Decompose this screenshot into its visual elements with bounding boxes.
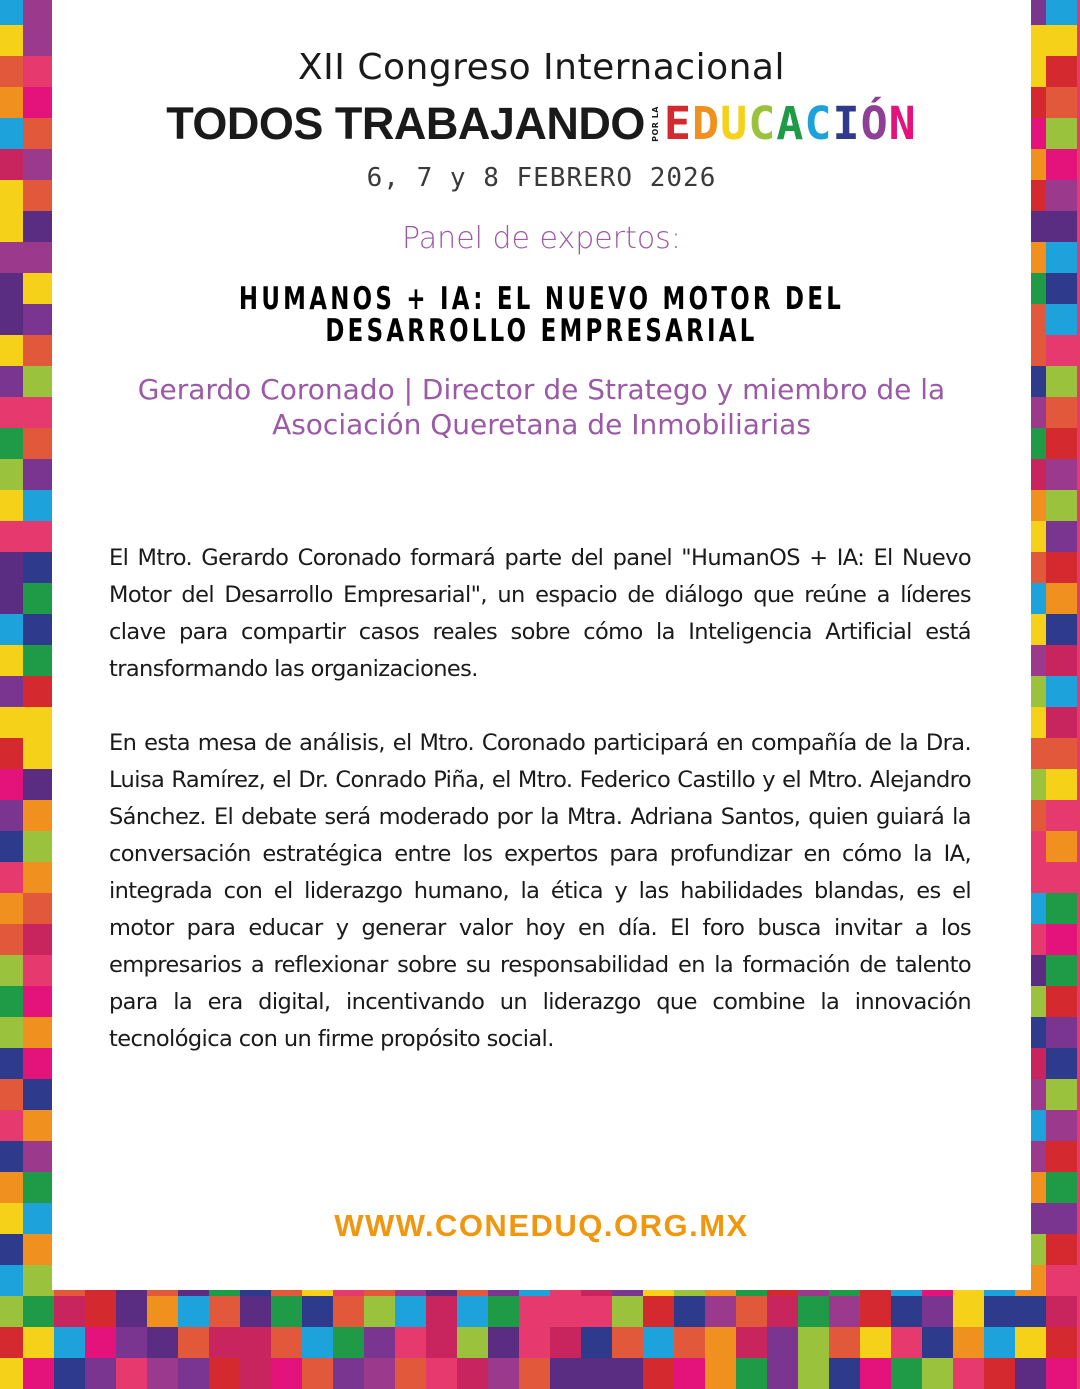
mosaic-tile	[23, 87, 54, 118]
mosaic-tile	[488, 1327, 519, 1358]
mosaic-tile	[767, 1296, 798, 1327]
mosaic-tile	[891, 1358, 922, 1389]
mosaic-tile	[23, 1110, 54, 1141]
mosaic-tile	[0, 273, 23, 304]
mosaic-tile	[643, 1358, 674, 1389]
mosaic-tile	[488, 1358, 519, 1389]
mosaic-tile	[0, 118, 23, 149]
mosaic-tile	[23, 149, 54, 180]
mosaic-tile	[0, 1172, 23, 1203]
mosaic-tile	[116, 1296, 147, 1327]
mosaic-tile	[1015, 1358, 1046, 1389]
mosaic-tile	[891, 1296, 922, 1327]
mosaic-tile	[23, 1203, 54, 1234]
mosaic-tile	[178, 1358, 209, 1389]
mosaic-tile	[0, 56, 23, 87]
mosaic-tile	[1046, 366, 1077, 397]
mosaic-tile	[0, 1203, 23, 1234]
mosaic-tile	[426, 1327, 457, 1358]
mosaic-tile	[1046, 211, 1077, 242]
mosaic-tile	[705, 1296, 736, 1327]
mosaic-tile	[1046, 614, 1077, 645]
mosaic-tile	[984, 1358, 1015, 1389]
mosaic-tile	[0, 1327, 23, 1358]
mosaic-tile	[1046, 397, 1077, 428]
mosaic-tile	[1046, 986, 1077, 1017]
mosaic-tile	[519, 1296, 550, 1327]
mosaic-tile	[23, 738, 54, 769]
brand-letter: D	[692, 97, 721, 150]
mosaic-tile	[0, 1017, 23, 1048]
brand-letter: I	[832, 97, 861, 150]
mosaic-tile	[1046, 180, 1077, 211]
mosaic-tile	[612, 1296, 643, 1327]
mosaic-tile	[550, 1358, 581, 1389]
mosaic-tile	[85, 1327, 116, 1358]
mosaic-tile	[23, 56, 54, 87]
mosaic-tile	[271, 1327, 302, 1358]
mosaic-tile	[1046, 118, 1077, 149]
mosaic-tile	[798, 1358, 829, 1389]
mosaic-tile	[0, 986, 23, 1017]
event-dates: 6, 7 y 8 FEBRERO 2026	[366, 163, 717, 193]
mosaic-tile	[23, 924, 54, 955]
mosaic-tile	[0, 614, 23, 645]
mosaic-tile	[1046, 1203, 1077, 1234]
mosaic-tile	[209, 1296, 240, 1327]
mosaic-tile	[23, 335, 54, 366]
mosaic-tile	[240, 1296, 271, 1327]
mosaic-tile	[0, 862, 23, 893]
mosaic-tile	[0, 645, 23, 676]
mosaic-tile	[85, 1358, 116, 1389]
mosaic-tile	[23, 583, 54, 614]
talk-title: HUMANOS + IA: EL NUEVO MOTOR DEL DESARROLLO EMPRESARIAL	[238, 281, 845, 349]
mosaic-tile	[23, 1358, 54, 1389]
brand-letter: U	[720, 97, 749, 150]
mosaic-tile	[426, 1358, 457, 1389]
mosaic-tile	[0, 490, 23, 521]
mosaic-tile	[0, 366, 23, 397]
mosaic-tile	[1046, 955, 1077, 986]
mosaic-tile	[364, 1327, 395, 1358]
mosaic-tile	[23, 1327, 54, 1358]
mosaic-tile	[922, 1296, 953, 1327]
mosaic-tile	[0, 924, 23, 955]
mosaic-tile	[1046, 521, 1077, 552]
mosaic-tile	[0, 1234, 23, 1265]
mosaic-tile	[240, 1327, 271, 1358]
mosaic-tile	[1046, 1265, 1077, 1296]
mosaic-tile	[1046, 1234, 1077, 1265]
congress-title: XII Congreso Internacional	[298, 47, 785, 88]
description-paragraph: En esta mesa de análisis, el Mtro. Coronado participará en compañía de la Dra. Luisa Ramírez, el Dr. Conrado Piña, el Mtro. Federico Castillo y el Mtro. Alejandro Sánchez. El debate será moderado por la Mtra. Adriana Santos, quien guiará la conversación estratégica entre los expertos para profundizar en cómo la IA, integrada con el liderazgo humano, la ética y las habilidades blandas, es el motor para educar y generar valor hoy en día. El foro busca invitar a los empresarios a reflexionar sobre su responsabilidad en la formación de talento para la era digital, incentivando un liderazgo que combine la innovación tecnológica con un firme propósito social.	[109, 730, 971, 1052]
mosaic-tile	[1046, 645, 1077, 676]
mosaic-tile	[23, 1017, 54, 1048]
mosaic-tile	[23, 459, 54, 490]
mosaic-tile	[550, 1296, 581, 1327]
mosaic-tile	[23, 1296, 54, 1327]
mosaic-tile	[23, 1048, 54, 1079]
brand-letter: C	[804, 97, 833, 150]
mosaic-tile	[891, 1327, 922, 1358]
mosaic-tile	[0, 0, 23, 25]
mosaic-tile	[0, 1048, 23, 1079]
mosaic-tile	[860, 1327, 891, 1358]
mosaic-tile	[1046, 738, 1077, 769]
mosaic-tile	[922, 1327, 953, 1358]
mosaic-tile	[1046, 304, 1077, 335]
mosaic-tile	[302, 1296, 333, 1327]
mosaic-tile	[674, 1358, 705, 1389]
mosaic-tile	[1046, 242, 1077, 273]
mosaic-tile	[984, 1296, 1015, 1327]
mosaic-tile	[23, 366, 54, 397]
mosaic-tile	[271, 1358, 302, 1389]
mosaic-tile	[953, 1296, 984, 1327]
mosaic-tile	[23, 273, 54, 304]
mosaic-tile	[116, 1327, 147, 1358]
mosaic-tile	[829, 1327, 860, 1358]
mosaic-tile	[0, 676, 23, 707]
mosaic-tile	[23, 211, 54, 242]
mosaic-tile	[240, 1358, 271, 1389]
mosaic-tile	[147, 1327, 178, 1358]
mosaic-tile	[1015, 1296, 1046, 1327]
mosaic-tile	[426, 1296, 457, 1327]
mosaic-tile	[85, 1296, 116, 1327]
mosaic-tile	[23, 862, 54, 893]
description-paragraph: El Mtro. Gerardo Coronado formará parte del panel "HumanOS + IA: El Nuevo Motor del Desarrollo Empresarial", un espacio de diálogo que reúne a líderes clave para compartir casos reales sobre cómo la Inteligencia Artificial está transformando las organizaciones.	[109, 545, 971, 682]
brand-letter: Ó	[860, 97, 889, 150]
panel-label: Panel de expertos:	[402, 221, 681, 256]
mosaic-tile	[23, 490, 54, 521]
mosaic-tile	[1046, 1017, 1077, 1048]
mosaic-tile	[1046, 459, 1077, 490]
mosaic-tile	[23, 1234, 54, 1265]
mosaic-tile	[23, 707, 54, 738]
mosaic-tile	[147, 1296, 178, 1327]
mosaic-tile	[395, 1296, 426, 1327]
mosaic-tile	[0, 242, 23, 273]
mosaic-tile	[1046, 1048, 1077, 1079]
mosaic-tile	[860, 1296, 891, 1327]
mosaic-tile	[1046, 862, 1077, 893]
mosaic-tile	[0, 738, 23, 769]
mosaic-tile	[1046, 676, 1077, 707]
mosaic-tile	[364, 1358, 395, 1389]
mosaic-tile	[23, 242, 54, 273]
mosaic-tile	[23, 769, 54, 800]
mosaic-tile	[0, 149, 23, 180]
brand-letter: C	[748, 97, 777, 150]
mosaic-tile	[643, 1296, 674, 1327]
mosaic-tile	[0, 459, 23, 490]
mosaic-tile	[1046, 1110, 1077, 1141]
mosaic-tile	[1046, 25, 1077, 56]
mosaic-tile	[0, 800, 23, 831]
mosaic-tile	[23, 304, 54, 335]
mosaic-tile	[23, 1172, 54, 1203]
mosaic-tile	[0, 428, 23, 459]
mosaic-tile	[0, 397, 23, 428]
mosaic-tile	[302, 1327, 333, 1358]
mosaic-tile	[0, 25, 23, 56]
mosaic-tile	[0, 304, 23, 335]
mosaic-tile	[364, 1296, 395, 1327]
mosaic-tile	[829, 1358, 860, 1389]
mosaic-tile	[798, 1296, 829, 1327]
mosaic-tile	[23, 893, 54, 924]
brand-logo	[52, 98, 1031, 150]
mosaic-tile	[23, 0, 54, 25]
mosaic-tile	[953, 1327, 984, 1358]
brand-letter: A	[776, 97, 805, 150]
mosaic-tile	[953, 1358, 984, 1389]
mosaic-tile	[23, 1265, 54, 1296]
mosaic-tile	[643, 1327, 674, 1358]
mosaic-tile	[457, 1327, 488, 1358]
mosaic-tile	[705, 1358, 736, 1389]
mosaic-tile	[395, 1358, 426, 1389]
mosaic-tile	[1046, 769, 1077, 800]
mosaic-tile	[1046, 1141, 1077, 1172]
mosaic-tile	[1046, 1327, 1077, 1358]
mosaic-tile	[23, 521, 54, 552]
mosaic-tile	[23, 831, 54, 862]
mosaic-tile	[23, 180, 54, 211]
mosaic-tile	[23, 676, 54, 707]
mosaic-tile	[23, 1079, 54, 1110]
mosaic-tile	[829, 1296, 860, 1327]
mosaic-tile	[23, 955, 54, 986]
mosaic-tile	[1046, 1296, 1077, 1327]
mosaic-tile	[23, 25, 54, 56]
mosaic-tile	[581, 1296, 612, 1327]
mosaic-tile	[612, 1358, 643, 1389]
mosaic-tile	[1046, 1079, 1077, 1110]
mosaic-tile	[23, 800, 54, 831]
mosaic-tile	[0, 180, 23, 211]
mosaic-tile	[550, 1327, 581, 1358]
mosaic-tile	[209, 1327, 240, 1358]
mosaic-tile	[23, 552, 54, 583]
mosaic-tile	[984, 1327, 1015, 1358]
mosaic-tile	[23, 1141, 54, 1172]
description	[109, 540, 971, 1058]
mosaic-tile	[798, 1327, 829, 1358]
mosaic-tile	[23, 614, 54, 645]
mosaic-tile	[1046, 273, 1077, 304]
mosaic-tile	[1046, 1172, 1077, 1203]
mosaic-tile	[0, 955, 23, 986]
mosaic-tile	[705, 1327, 736, 1358]
mosaic-tile	[1046, 800, 1077, 831]
mosaic-tile	[860, 1358, 891, 1389]
mosaic-tile	[581, 1358, 612, 1389]
event-header	[52, 48, 1031, 194]
mosaic-tile	[395, 1327, 426, 1358]
mosaic-tile	[0, 769, 23, 800]
mosaic-tile	[0, 831, 23, 862]
brand-por-la: POR LA	[650, 106, 660, 142]
content-panel	[52, 0, 1031, 1290]
mosaic-tile	[674, 1327, 705, 1358]
mosaic-tile	[457, 1358, 488, 1389]
mosaic-tile	[736, 1358, 767, 1389]
mosaic-tile	[0, 211, 23, 242]
mosaic-tile	[23, 428, 54, 459]
mosaic-tile	[0, 1141, 23, 1172]
mosaic-tile	[736, 1296, 767, 1327]
mosaic-tile	[736, 1327, 767, 1358]
mosaic-tile	[1046, 893, 1077, 924]
mosaic-tile	[54, 1358, 85, 1389]
mosaic-tile	[1046, 924, 1077, 955]
mosaic-tile	[54, 1327, 85, 1358]
mosaic-tile	[0, 583, 23, 614]
brand-word-educacion	[664, 98, 917, 150]
mosaic-tile	[767, 1358, 798, 1389]
mosaic-tile	[1046, 552, 1077, 583]
mosaic-tile	[1046, 831, 1077, 862]
mosaic-tile	[209, 1358, 240, 1389]
mosaic-tile	[1046, 87, 1077, 118]
mosaic-tile	[178, 1296, 209, 1327]
brand-letter: N	[888, 97, 917, 150]
mosaic-tile	[333, 1296, 364, 1327]
brand-letter: E	[663, 97, 693, 150]
mosaic-tile	[23, 118, 54, 149]
mosaic-tile	[1046, 56, 1077, 87]
brand-prefix: TODOS TRABAJANDO	[166, 98, 645, 149]
mosaic-tile	[0, 1079, 23, 1110]
mosaic-tile	[612, 1327, 643, 1358]
mosaic-tile	[519, 1358, 550, 1389]
mosaic-tile	[674, 1296, 705, 1327]
mosaic-tile	[767, 1327, 798, 1358]
mosaic-tile	[271, 1296, 302, 1327]
mosaic-tile	[1015, 1327, 1046, 1358]
mosaic-tile	[1046, 583, 1077, 614]
mosaic-tile	[0, 1358, 23, 1389]
mosaic-tile	[1046, 707, 1077, 738]
mosaic-tile	[0, 1296, 23, 1327]
mosaic-tile	[1046, 335, 1077, 366]
mosaic-tile	[488, 1296, 519, 1327]
mosaic-tile	[147, 1358, 178, 1389]
mosaic-tile	[457, 1296, 488, 1327]
mosaic-tile	[333, 1358, 364, 1389]
mosaic-tile	[1046, 490, 1077, 521]
mosaic-tile	[23, 986, 54, 1017]
mosaic-tile	[0, 521, 23, 552]
mosaic-tile	[1046, 428, 1077, 459]
mosaic-tile	[333, 1327, 364, 1358]
mosaic-tile	[23, 397, 54, 428]
mosaic-tile	[302, 1358, 333, 1389]
mosaic-tile	[116, 1358, 147, 1389]
speaker-credit: Gerardo Coronado | Director de Stratego y miembro de la Asociación Queretana de Inmobiliarias	[137, 373, 946, 441]
mosaic-tile	[922, 1358, 953, 1389]
mosaic-tile	[0, 707, 23, 738]
mosaic-tile	[581, 1327, 612, 1358]
mosaic-tile	[0, 335, 23, 366]
mosaic-tile	[519, 1327, 550, 1358]
mosaic-tile	[0, 1110, 23, 1141]
mosaic-tile	[0, 893, 23, 924]
mosaic-tile	[0, 552, 23, 583]
mosaic-tile	[1046, 1358, 1077, 1389]
mosaic-tile	[54, 1296, 85, 1327]
mosaic-tile	[23, 645, 54, 676]
mosaic-tile	[178, 1327, 209, 1358]
mosaic-tile	[0, 1265, 23, 1296]
website-link[interactable]: WWW.CONEDUQ.ORG.MX	[334, 1208, 749, 1243]
mosaic-tile	[1046, 149, 1077, 180]
mosaic-tile	[0, 87, 23, 118]
mosaic-tile	[1046, 0, 1077, 25]
